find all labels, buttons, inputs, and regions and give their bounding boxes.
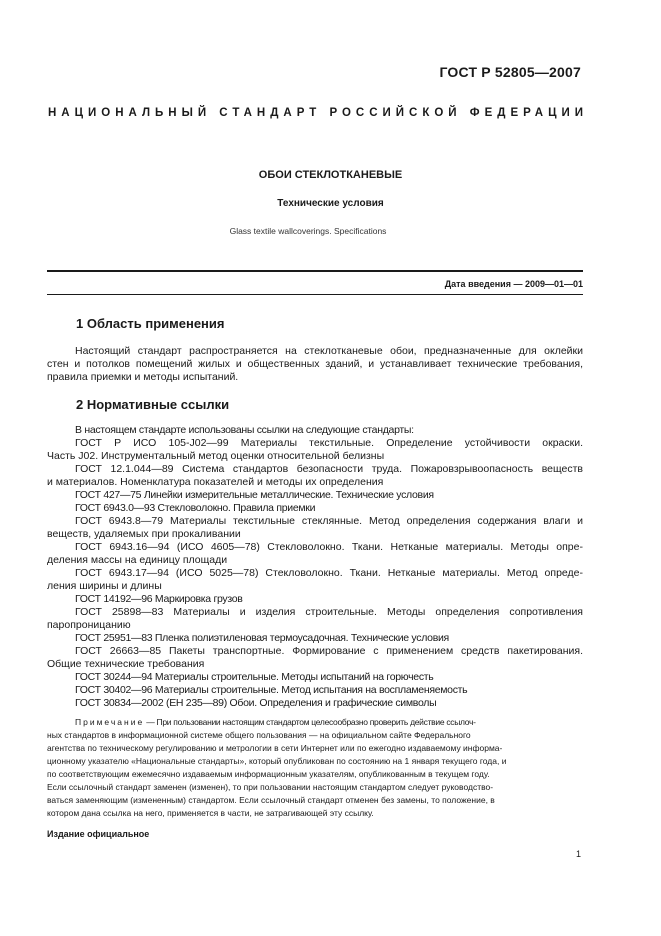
document-subtitle: Технические условия xyxy=(277,198,384,209)
note-line: по соответствующим ежемесячно издаваемым информационным указателям, опубликованным в текущем году. xyxy=(47,769,490,779)
divider-thin xyxy=(47,294,583,295)
reference-line: ГОСТ 30244—94 Материалы строительные. Методы испытаний на горючесть xyxy=(75,671,434,683)
national-standard-banner: НАЦИОНАЛЬНЫЙ СТАНДАРТ РОССИЙСКОЙ ФЕДЕРАЦИИ xyxy=(48,107,588,119)
document-title: ОБОИ СТЕКЛОТКАНЕВЫЕ xyxy=(258,169,403,181)
reference-line: ления ширины и длины xyxy=(47,580,162,592)
reference-line: Часть J02. Инструментальный метод оценки относительной белизны xyxy=(47,450,385,462)
note-text: — При пользовании настоящим стандартом целесообразно проверить действие ссылоч- xyxy=(144,717,476,727)
section-2-body xyxy=(47,424,583,710)
note-line: ваться заменяющим (измененным) стандартом. Если ссылочный стандарт отменен без замены, то положение, в xyxy=(47,795,495,805)
note-line: Если ссылочный стандарт заменен (изменен), то при пользовании настоящим стандартом следует руководство- xyxy=(47,782,494,792)
note-block xyxy=(47,716,583,820)
introduction-date: Дата введения — 2009—01—01 xyxy=(444,279,583,289)
reference-line: ГОСТ 25951—83 Пленка полиэтиленовая термоусадочная. Технические условия xyxy=(75,632,449,644)
note-line: агентства по техническому регулированию и метрологии в сети Интернет или по ежегодно издаваемому информа- xyxy=(47,743,503,753)
section-2-heading: 2 Нормативные ссылки xyxy=(76,397,230,412)
reference-line: Общие технические требования xyxy=(47,658,205,670)
reference-line: веществ, удаляемых при прокаливании xyxy=(47,528,241,540)
reference-line: ГОСТ 6943.17—94 (ИСО 5025—78) Стекловолокно. Ткани. Нетканые материалы. Метод опреде- xyxy=(75,567,583,579)
section-1-line: Настоящий стандарт распространяется на стеклотканевые обои, предназначенные для оклейки xyxy=(75,345,583,357)
note-line: котором дана ссылка на него, применяется в части, не затрагивающей эту ссылку. xyxy=(47,808,374,818)
divider-thick xyxy=(47,270,583,272)
reference-line: ГОСТ 6943.16—94 (ИСО 4605—78) Стекловолокно. Ткани. Нетканые материалы. Методы опре- xyxy=(75,541,583,553)
section-1-body xyxy=(47,345,583,384)
reference-line: В настоящем стандарте использованы ссылки на следующие стандарты: xyxy=(75,424,414,436)
reference-line: ГОСТ 6943.8—79 Материалы текстильные стеклянные. Метод определения содержания влаги и xyxy=(75,515,583,527)
section-1-line: правила приемки и методы испытаний. xyxy=(47,371,239,383)
reference-line: ГОСТ 427—75 Линейки измерительные металлические. Технические условия xyxy=(75,489,434,501)
english-title: Glass textile wallcoverings. Specifications xyxy=(229,226,387,236)
reference-line: ГОСТ 14192—96 Маркировка грузов xyxy=(75,593,243,605)
reference-line: ГОСТ 30834—2002 (ЕН 235—89) Обои. Определения и графические символы xyxy=(75,697,437,709)
reference-line: ГОСТ 25898—83 Материалы и изделия строительные. Методы определения сопротивления xyxy=(75,606,583,618)
official-edition-label: Издание официальное xyxy=(47,829,150,839)
note-line: ционному указателю «Национальные стандарты», который опубликован по состоянию на 1 января текущего года, и xyxy=(47,756,507,766)
note-line: ных стандартов в информационной системе общего пользования — на официальном сайте Федерального xyxy=(47,730,471,740)
note-line xyxy=(47,716,583,729)
section-1-line: стен и потолков помещений жилых и общественных зданий, и устанавливает технические требования, xyxy=(47,358,583,370)
reference-line: ГОСТ 12.1.044—89 Система стандартов безопасности труда. Пожаровзрывоопасность веществ xyxy=(75,463,583,475)
reference-line: ГОСТ 30402—96 Материалы строительные. Метод испытания на воспламеняемость xyxy=(75,684,468,696)
reference-line: ГОСТ 6943.0—93 Стекловолокно. Правила приемки xyxy=(75,502,316,514)
reference-line: и материалов. Номенклатура показателей и методы их определения xyxy=(47,476,384,488)
reference-line: деления массы на единицу площади xyxy=(47,554,228,566)
reference-line: паропроницанию xyxy=(47,619,131,631)
note-label: Примечание xyxy=(75,717,145,727)
reference-line: ГОСТ Р ИСО 105-J02—99 Материалы текстильные. Определение устойчивости окраски. xyxy=(75,437,583,449)
page-number: 1 xyxy=(575,849,581,859)
document-number: ГОСТ Р 52805—2007 xyxy=(439,64,581,80)
reference-line: ГОСТ 26663—85 Пакеты транспортные. Формирование с применением средств пакетирования. xyxy=(75,645,583,657)
section-1-heading: 1 Область применения xyxy=(76,316,225,331)
